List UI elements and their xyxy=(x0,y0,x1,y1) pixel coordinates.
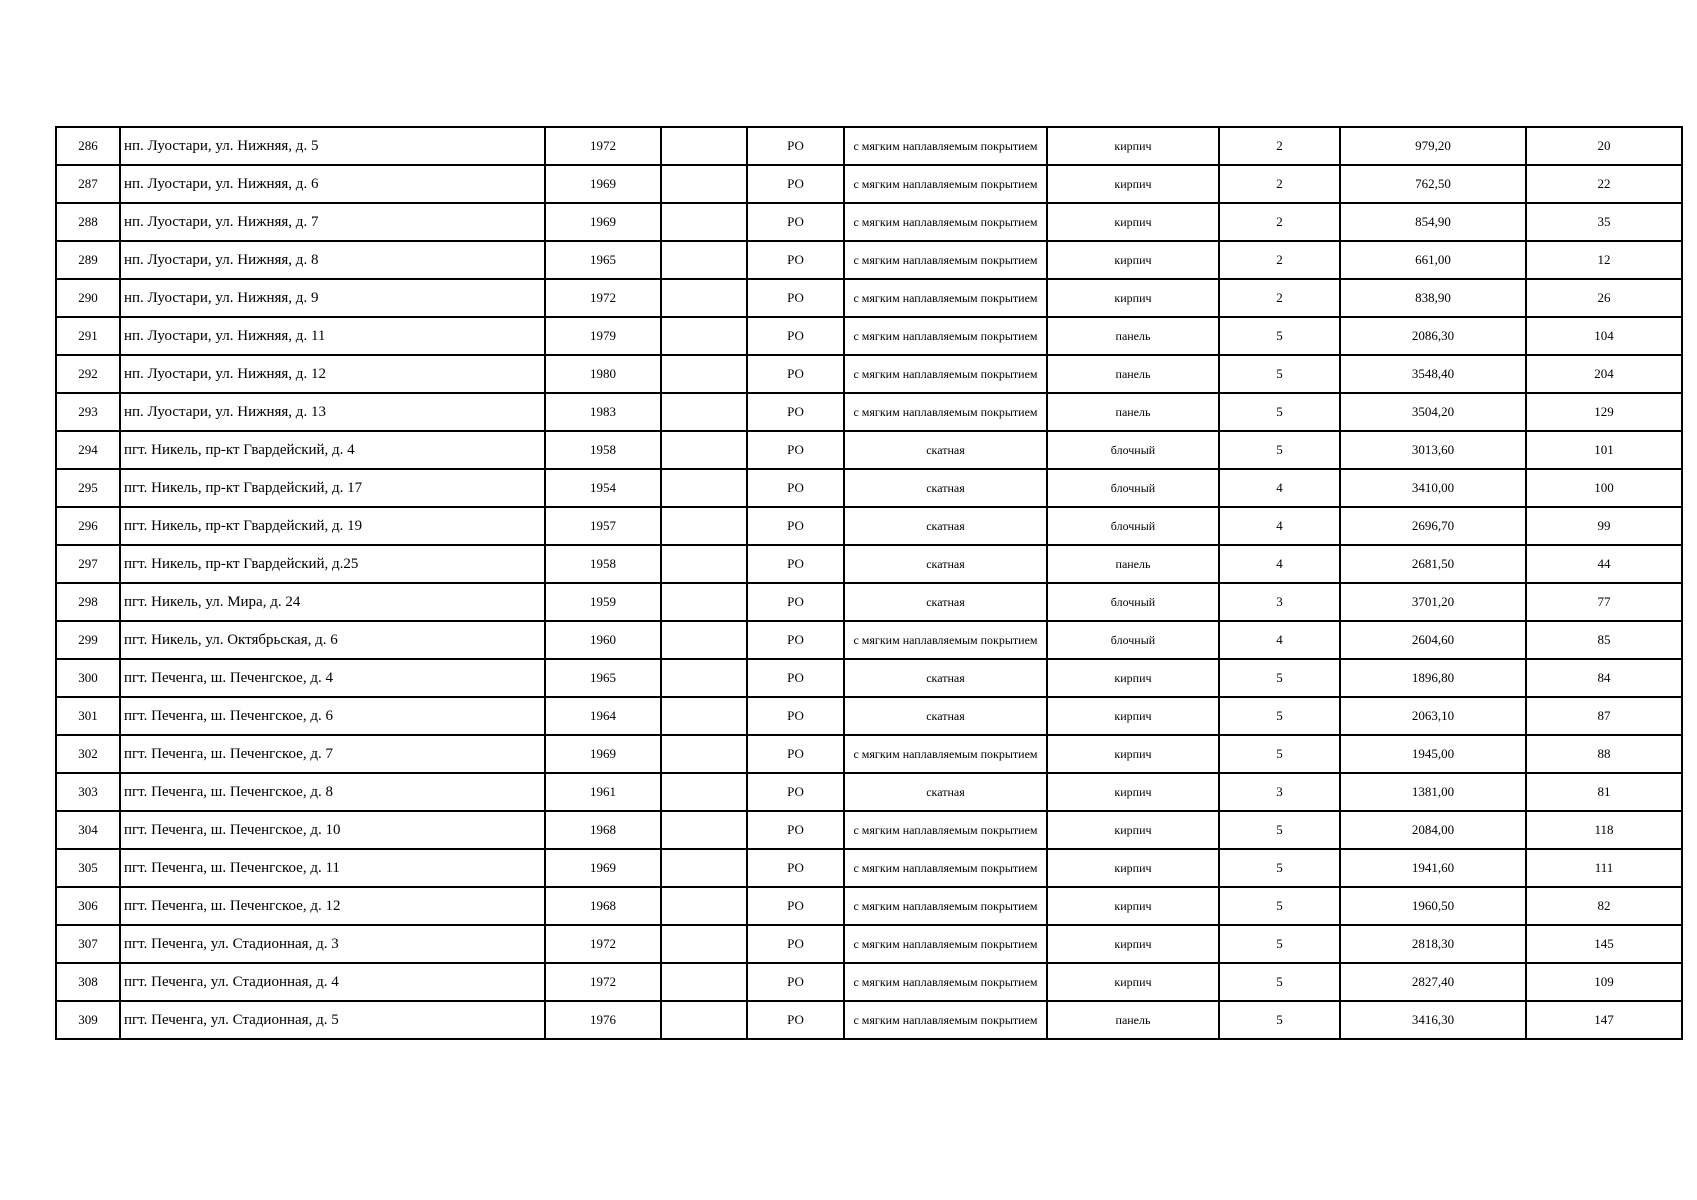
empty-cell xyxy=(661,393,747,431)
table-row xyxy=(56,583,1682,621)
wall-material-cell: блочный xyxy=(1047,431,1219,469)
row-number-cell: 307 xyxy=(56,925,120,963)
roof-type-cell: с мягким наплавляемым покрытием xyxy=(844,355,1047,393)
address-cell: пгт. Печенга, ш. Печенгское, д. 6 xyxy=(120,697,545,735)
area-cell: 2818,30 xyxy=(1340,925,1526,963)
floors-cell: 5 xyxy=(1219,393,1340,431)
empty-cell xyxy=(661,545,747,583)
residents-cell: 109 xyxy=(1526,963,1682,1001)
address-cell: пгт. Никель, ул. Мира, д. 24 xyxy=(120,583,545,621)
year-built-cell: 1976 xyxy=(545,1001,661,1039)
area-cell: 979,20 xyxy=(1340,127,1526,165)
fund-type-cell: РО xyxy=(747,127,844,165)
row-number-cell: 289 xyxy=(56,241,120,279)
wall-material-cell: кирпич xyxy=(1047,127,1219,165)
wall-material-cell: кирпич xyxy=(1047,697,1219,735)
wall-material-cell: кирпич xyxy=(1047,165,1219,203)
row-number-cell: 303 xyxy=(56,773,120,811)
address-cell: нп. Луостари, ул. Нижняя, д. 7 xyxy=(120,203,545,241)
row-number-cell: 296 xyxy=(56,507,120,545)
floors-cell: 5 xyxy=(1219,317,1340,355)
fund-type-cell: РО xyxy=(747,203,844,241)
area-cell: 1941,60 xyxy=(1340,849,1526,887)
residents-cell: 104 xyxy=(1526,317,1682,355)
table-row xyxy=(56,507,1682,545)
empty-cell xyxy=(661,1001,747,1039)
year-built-cell: 1957 xyxy=(545,507,661,545)
wall-material-cell: кирпич xyxy=(1047,811,1219,849)
table-row xyxy=(56,469,1682,507)
wall-material-cell: кирпич xyxy=(1047,925,1219,963)
roof-type-cell: скатная xyxy=(844,469,1047,507)
row-number-cell: 298 xyxy=(56,583,120,621)
fund-type-cell: РО xyxy=(747,811,844,849)
fund-type-cell: РО xyxy=(747,317,844,355)
fund-type-cell: РО xyxy=(747,849,844,887)
table-row xyxy=(56,279,1682,317)
table-row xyxy=(56,697,1682,735)
roof-type-cell: с мягким наплавляемым покрытием xyxy=(844,127,1047,165)
roof-type-cell: с мягким наплавляемым покрытием xyxy=(844,203,1047,241)
table-row xyxy=(56,735,1682,773)
wall-material-cell: панель xyxy=(1047,1001,1219,1039)
residents-cell: 111 xyxy=(1526,849,1682,887)
residents-cell: 81 xyxy=(1526,773,1682,811)
roof-type-cell: с мягким наплавляемым покрытием xyxy=(844,963,1047,1001)
wall-material-cell: кирпич xyxy=(1047,773,1219,811)
table-body xyxy=(56,127,1682,1039)
area-cell: 838,90 xyxy=(1340,279,1526,317)
fund-type-cell: РО xyxy=(747,507,844,545)
address-cell: нп. Луостари, ул. Нижняя, д. 13 xyxy=(120,393,545,431)
residents-cell: 26 xyxy=(1526,279,1682,317)
residents-cell: 84 xyxy=(1526,659,1682,697)
empty-cell xyxy=(661,659,747,697)
empty-cell xyxy=(661,127,747,165)
fund-type-cell: РО xyxy=(747,279,844,317)
address-cell: пгт. Печенга, ш. Печенгское, д. 4 xyxy=(120,659,545,697)
address-cell: пгт. Печенга, ул. Стадионная, д. 5 xyxy=(120,1001,545,1039)
table-row xyxy=(56,621,1682,659)
empty-cell xyxy=(661,697,747,735)
wall-material-cell: блочный xyxy=(1047,583,1219,621)
area-cell: 661,00 xyxy=(1340,241,1526,279)
residents-cell: 85 xyxy=(1526,621,1682,659)
table-row xyxy=(56,925,1682,963)
wall-material-cell: блочный xyxy=(1047,507,1219,545)
wall-material-cell: кирпич xyxy=(1047,887,1219,925)
empty-cell xyxy=(661,621,747,659)
fund-type-cell: РО xyxy=(747,355,844,393)
fund-type-cell: РО xyxy=(747,735,844,773)
residents-cell: 82 xyxy=(1526,887,1682,925)
area-cell: 3410,00 xyxy=(1340,469,1526,507)
address-cell: пгт. Никель, пр-кт Гвардейский, д. 4 xyxy=(120,431,545,469)
empty-cell xyxy=(661,279,747,317)
residents-cell: 44 xyxy=(1526,545,1682,583)
year-built-cell: 1954 xyxy=(545,469,661,507)
table-row xyxy=(56,393,1682,431)
empty-cell xyxy=(661,203,747,241)
address-cell: пгт. Печенга, ш. Печенгское, д. 12 xyxy=(120,887,545,925)
year-built-cell: 1959 xyxy=(545,583,661,621)
year-built-cell: 1969 xyxy=(545,849,661,887)
floors-cell: 2 xyxy=(1219,127,1340,165)
wall-material-cell: кирпич xyxy=(1047,279,1219,317)
roof-type-cell: с мягким наплавляемым покрытием xyxy=(844,887,1047,925)
wall-material-cell: панель xyxy=(1047,355,1219,393)
roof-type-cell: с мягким наплавляемым покрытием xyxy=(844,849,1047,887)
roof-type-cell: с мягким наплавляемым покрытием xyxy=(844,621,1047,659)
floors-cell: 4 xyxy=(1219,507,1340,545)
year-built-cell: 1968 xyxy=(545,887,661,925)
row-number-cell: 299 xyxy=(56,621,120,659)
wall-material-cell: панель xyxy=(1047,317,1219,355)
area-cell: 2604,60 xyxy=(1340,621,1526,659)
residents-cell: 77 xyxy=(1526,583,1682,621)
housing-table xyxy=(55,126,1683,1040)
area-cell: 3504,20 xyxy=(1340,393,1526,431)
floors-cell: 4 xyxy=(1219,545,1340,583)
year-built-cell: 1983 xyxy=(545,393,661,431)
area-cell: 762,50 xyxy=(1340,165,1526,203)
roof-type-cell: с мягким наплавляемым покрытием xyxy=(844,925,1047,963)
residents-cell: 35 xyxy=(1526,203,1682,241)
wall-material-cell: кирпич xyxy=(1047,735,1219,773)
residents-cell: 22 xyxy=(1526,165,1682,203)
year-built-cell: 1964 xyxy=(545,697,661,735)
address-cell: нп. Луостари, ул. Нижняя, д. 12 xyxy=(120,355,545,393)
roof-type-cell: с мягким наплавляемым покрытием xyxy=(844,393,1047,431)
table-row xyxy=(56,773,1682,811)
roof-type-cell: с мягким наплавляемым покрытием xyxy=(844,317,1047,355)
empty-cell xyxy=(661,735,747,773)
empty-cell xyxy=(661,317,747,355)
year-built-cell: 1960 xyxy=(545,621,661,659)
residents-cell: 118 xyxy=(1526,811,1682,849)
table-row xyxy=(56,165,1682,203)
wall-material-cell: кирпич xyxy=(1047,241,1219,279)
row-number-cell: 305 xyxy=(56,849,120,887)
table-row xyxy=(56,1001,1682,1039)
floors-cell: 5 xyxy=(1219,735,1340,773)
roof-type-cell: скатная xyxy=(844,507,1047,545)
table-row xyxy=(56,811,1682,849)
table-row xyxy=(56,849,1682,887)
address-cell: нп. Луостари, ул. Нижняя, д. 5 xyxy=(120,127,545,165)
address-cell: пгт. Печенга, ул. Стадионная, д. 4 xyxy=(120,963,545,1001)
residents-cell: 99 xyxy=(1526,507,1682,545)
table-row xyxy=(56,431,1682,469)
roof-type-cell: скатная xyxy=(844,583,1047,621)
year-built-cell: 1980 xyxy=(545,355,661,393)
floors-cell: 4 xyxy=(1219,469,1340,507)
residents-cell: 12 xyxy=(1526,241,1682,279)
floors-cell: 5 xyxy=(1219,431,1340,469)
empty-cell xyxy=(661,355,747,393)
area-cell: 1381,00 xyxy=(1340,773,1526,811)
address-cell: пгт. Печенга, ш. Печенгское, д. 7 xyxy=(120,735,545,773)
year-built-cell: 1958 xyxy=(545,431,661,469)
wall-material-cell: панель xyxy=(1047,545,1219,583)
residents-cell: 145 xyxy=(1526,925,1682,963)
fund-type-cell: РО xyxy=(747,545,844,583)
floors-cell: 5 xyxy=(1219,963,1340,1001)
floors-cell: 3 xyxy=(1219,773,1340,811)
empty-cell xyxy=(661,507,747,545)
row-number-cell: 287 xyxy=(56,165,120,203)
address-cell: пгт. Никель, пр-кт Гвардейский, д.25 xyxy=(120,545,545,583)
table-row xyxy=(56,317,1682,355)
year-built-cell: 1958 xyxy=(545,545,661,583)
floors-cell: 3 xyxy=(1219,583,1340,621)
area-cell: 1960,50 xyxy=(1340,887,1526,925)
empty-cell xyxy=(661,431,747,469)
row-number-cell: 293 xyxy=(56,393,120,431)
fund-type-cell: РО xyxy=(747,925,844,963)
address-cell: пгт. Печенга, ш. Печенгское, д. 10 xyxy=(120,811,545,849)
area-cell: 1896,80 xyxy=(1340,659,1526,697)
table-row xyxy=(56,659,1682,697)
floors-cell: 5 xyxy=(1219,1001,1340,1039)
year-built-cell: 1979 xyxy=(545,317,661,355)
floors-cell: 5 xyxy=(1219,697,1340,735)
floors-cell: 4 xyxy=(1219,621,1340,659)
fund-type-cell: РО xyxy=(747,431,844,469)
roof-type-cell: скатная xyxy=(844,431,1047,469)
fund-type-cell: РО xyxy=(747,1001,844,1039)
address-cell: пгт. Никель, пр-кт Гвардейский, д. 19 xyxy=(120,507,545,545)
row-number-cell: 304 xyxy=(56,811,120,849)
row-number-cell: 300 xyxy=(56,659,120,697)
roof-type-cell: с мягким наплавляемым покрытием xyxy=(844,279,1047,317)
wall-material-cell: кирпич xyxy=(1047,203,1219,241)
roof-type-cell: с мягким наплавляемым покрытием xyxy=(844,735,1047,773)
year-built-cell: 1972 xyxy=(545,925,661,963)
roof-type-cell: скатная xyxy=(844,697,1047,735)
roof-type-cell: с мягким наплавляемым покрытием xyxy=(844,811,1047,849)
wall-material-cell: кирпич xyxy=(1047,963,1219,1001)
table-row xyxy=(56,887,1682,925)
empty-cell xyxy=(661,811,747,849)
row-number-cell: 295 xyxy=(56,469,120,507)
area-cell: 3416,30 xyxy=(1340,1001,1526,1039)
empty-cell xyxy=(661,165,747,203)
empty-cell xyxy=(661,887,747,925)
roof-type-cell: скатная xyxy=(844,773,1047,811)
empty-cell xyxy=(661,849,747,887)
empty-cell xyxy=(661,925,747,963)
table-row xyxy=(56,355,1682,393)
roof-type-cell: с мягким наплавляемым покрытием xyxy=(844,165,1047,203)
fund-type-cell: РО xyxy=(747,773,844,811)
address-cell: нп. Луостари, ул. Нижняя, д. 8 xyxy=(120,241,545,279)
year-built-cell: 1969 xyxy=(545,203,661,241)
area-cell: 1945,00 xyxy=(1340,735,1526,773)
row-number-cell: 306 xyxy=(56,887,120,925)
empty-cell xyxy=(661,469,747,507)
floors-cell: 2 xyxy=(1219,279,1340,317)
fund-type-cell: РО xyxy=(747,393,844,431)
fund-type-cell: РО xyxy=(747,241,844,279)
residents-cell: 204 xyxy=(1526,355,1682,393)
roof-type-cell: с мягким наплавляемым покрытием xyxy=(844,241,1047,279)
area-cell: 2086,30 xyxy=(1340,317,1526,355)
residents-cell: 147 xyxy=(1526,1001,1682,1039)
row-number-cell: 286 xyxy=(56,127,120,165)
area-cell: 2063,10 xyxy=(1340,697,1526,735)
fund-type-cell: РО xyxy=(747,697,844,735)
table-row xyxy=(56,963,1682,1001)
row-number-cell: 288 xyxy=(56,203,120,241)
fund-type-cell: РО xyxy=(747,887,844,925)
fund-type-cell: РО xyxy=(747,659,844,697)
wall-material-cell: кирпич xyxy=(1047,849,1219,887)
floors-cell: 5 xyxy=(1219,811,1340,849)
table-row xyxy=(56,241,1682,279)
table-row xyxy=(56,203,1682,241)
year-built-cell: 1969 xyxy=(545,735,661,773)
address-cell: нп. Луостари, ул. Нижняя, д. 9 xyxy=(120,279,545,317)
year-built-cell: 1969 xyxy=(545,165,661,203)
empty-cell xyxy=(661,241,747,279)
row-number-cell: 292 xyxy=(56,355,120,393)
year-built-cell: 1961 xyxy=(545,773,661,811)
area-cell: 2827,40 xyxy=(1340,963,1526,1001)
wall-material-cell: блочный xyxy=(1047,621,1219,659)
year-built-cell: 1972 xyxy=(545,963,661,1001)
wall-material-cell: кирпич xyxy=(1047,659,1219,697)
floors-cell: 5 xyxy=(1219,925,1340,963)
area-cell: 3013,60 xyxy=(1340,431,1526,469)
year-built-cell: 1972 xyxy=(545,127,661,165)
row-number-cell: 297 xyxy=(56,545,120,583)
address-cell: пгт. Печенга, ул. Стадионная, д. 3 xyxy=(120,925,545,963)
address-cell: пгт. Печенга, ш. Печенгское, д. 8 xyxy=(120,773,545,811)
empty-cell xyxy=(661,773,747,811)
floors-cell: 5 xyxy=(1219,849,1340,887)
residents-cell: 129 xyxy=(1526,393,1682,431)
row-number-cell: 294 xyxy=(56,431,120,469)
row-number-cell: 290 xyxy=(56,279,120,317)
address-cell: пгт. Никель, ул. Октябрьская, д. 6 xyxy=(120,621,545,659)
area-cell: 3701,20 xyxy=(1340,583,1526,621)
roof-type-cell: с мягким наплавляемым покрытием xyxy=(844,1001,1047,1039)
floors-cell: 2 xyxy=(1219,203,1340,241)
address-cell: нп. Луостари, ул. Нижняя, д. 11 xyxy=(120,317,545,355)
floors-cell: 5 xyxy=(1219,659,1340,697)
empty-cell xyxy=(661,963,747,1001)
fund-type-cell: РО xyxy=(747,963,844,1001)
fund-type-cell: РО xyxy=(747,621,844,659)
empty-cell xyxy=(661,583,747,621)
year-built-cell: 1965 xyxy=(545,659,661,697)
fund-type-cell: РО xyxy=(747,165,844,203)
residents-cell: 101 xyxy=(1526,431,1682,469)
floors-cell: 5 xyxy=(1219,887,1340,925)
row-number-cell: 301 xyxy=(56,697,120,735)
table-row xyxy=(56,545,1682,583)
address-cell: пгт. Никель, пр-кт Гвардейский, д. 17 xyxy=(120,469,545,507)
residents-cell: 100 xyxy=(1526,469,1682,507)
row-number-cell: 309 xyxy=(56,1001,120,1039)
address-cell: нп. Луостари, ул. Нижняя, д. 6 xyxy=(120,165,545,203)
table-row xyxy=(56,127,1682,165)
area-cell: 2681,50 xyxy=(1340,545,1526,583)
residents-cell: 88 xyxy=(1526,735,1682,773)
fund-type-cell: РО xyxy=(747,469,844,507)
residents-cell: 87 xyxy=(1526,697,1682,735)
row-number-cell: 302 xyxy=(56,735,120,773)
year-built-cell: 1965 xyxy=(545,241,661,279)
floors-cell: 2 xyxy=(1219,165,1340,203)
area-cell: 3548,40 xyxy=(1340,355,1526,393)
row-number-cell: 291 xyxy=(56,317,120,355)
floors-cell: 5 xyxy=(1219,355,1340,393)
address-cell: пгт. Печенга, ш. Печенгское, д. 11 xyxy=(120,849,545,887)
year-built-cell: 1972 xyxy=(545,279,661,317)
wall-material-cell: панель xyxy=(1047,393,1219,431)
year-built-cell: 1968 xyxy=(545,811,661,849)
wall-material-cell: блочный xyxy=(1047,469,1219,507)
row-number-cell: 308 xyxy=(56,963,120,1001)
area-cell: 854,90 xyxy=(1340,203,1526,241)
roof-type-cell: скатная xyxy=(844,659,1047,697)
area-cell: 2084,00 xyxy=(1340,811,1526,849)
roof-type-cell: скатная xyxy=(844,545,1047,583)
residents-cell: 20 xyxy=(1526,127,1682,165)
floors-cell: 2 xyxy=(1219,241,1340,279)
area-cell: 2696,70 xyxy=(1340,507,1526,545)
fund-type-cell: РО xyxy=(747,583,844,621)
